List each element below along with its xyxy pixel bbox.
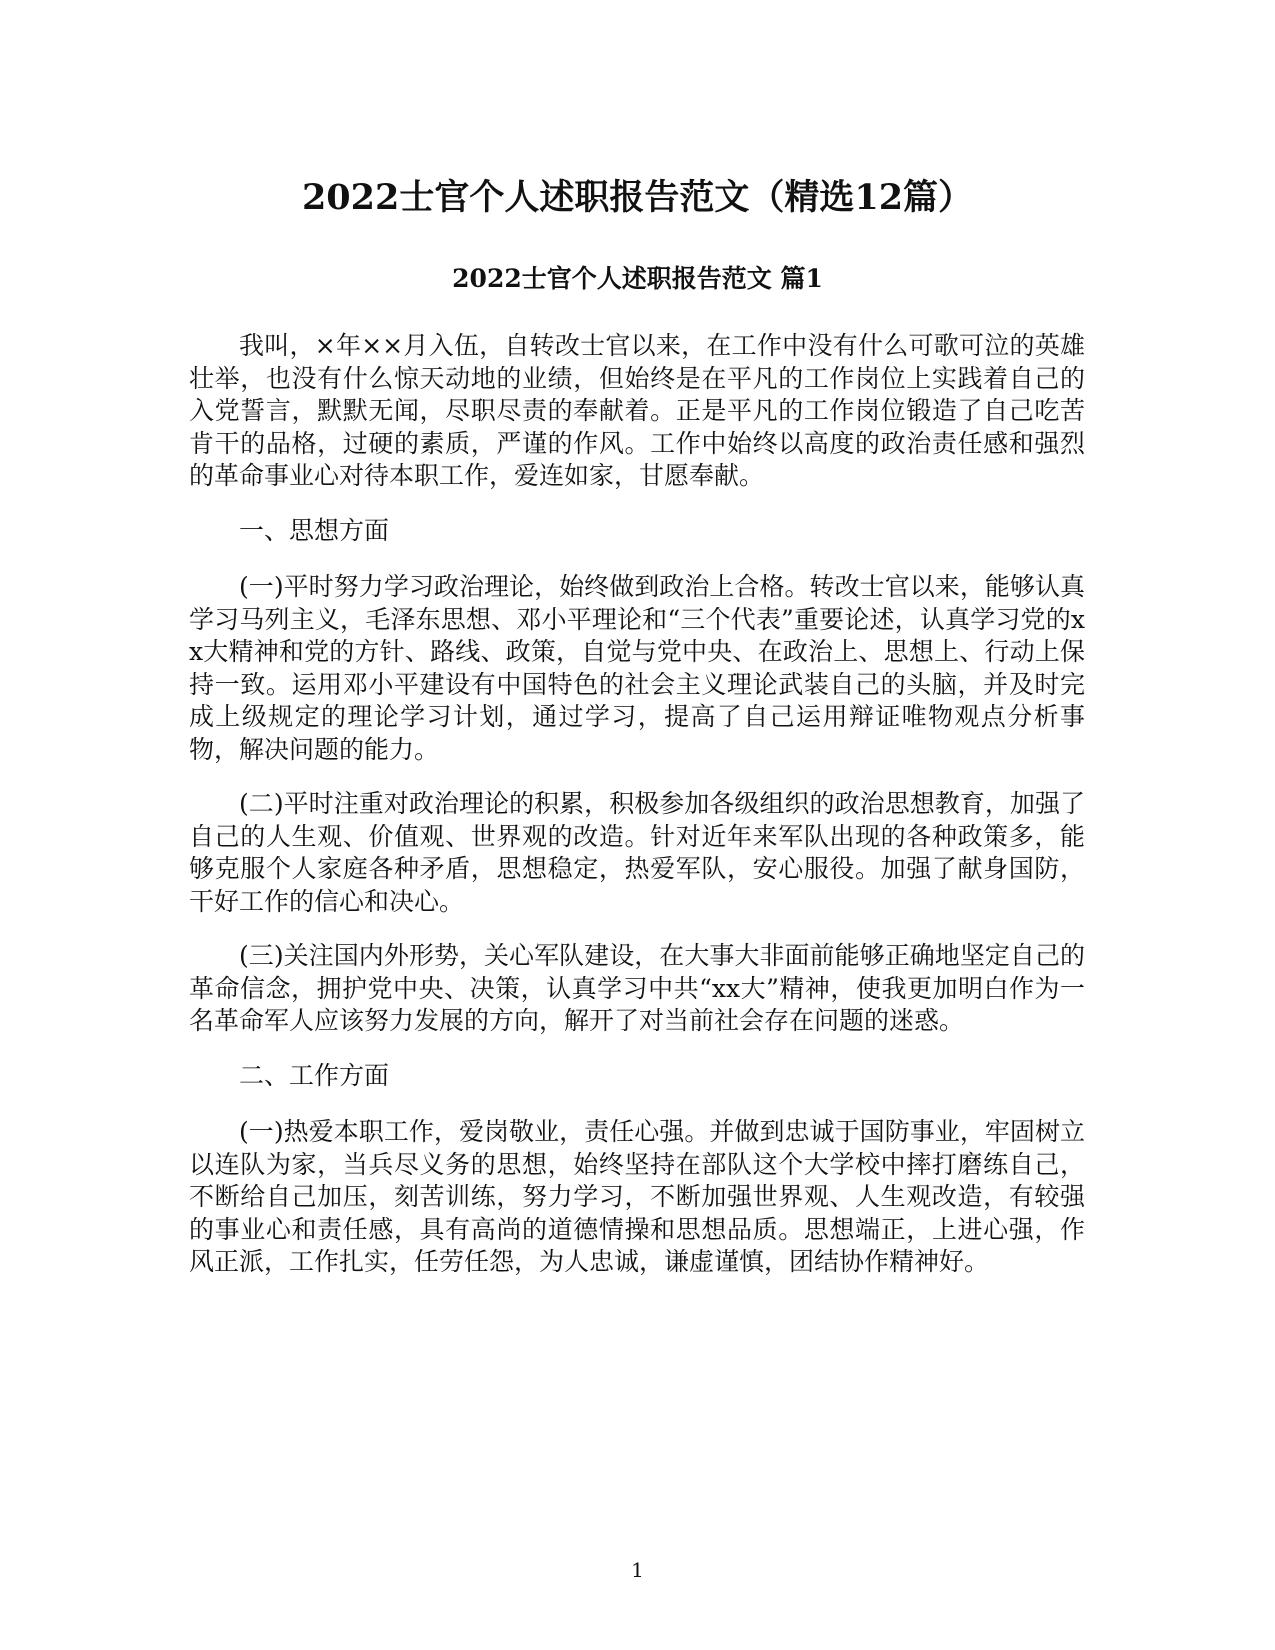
heading-thought: 一、思想方面 <box>239 515 390 545</box>
page-number: 1 <box>631 1558 644 1582</box>
paragraph-thought-1: (一)平时努力学习政治理论，始终做到政治上合格。转改士官以来，能够认真学习马列主义，毛泽东思想、邓小平理论和“三个代表”重要论述，认真学习党的xx大精神和党的方针、路线、政策，自觉与党中央、在政治上、思想上、行动上保持一致。运用邓小平建设有中国特色的社会主义理论武装自己的头脑，并及时完成上级规定的理论学习计划，通过学习，提高了自己运用辩证唯物观点分析事物，解决问题的能力。 <box>189 572 1085 764</box>
paragraph-work-1: (一)热爱本职工作，爱岗敬业，责任心强。并做到忠诚于国防事业，牢固树立以连队为家，当兵尽义务的思想，始终坚持在部队这个大学校中摔打磨练自己，不断给自己加压，刻苦训练，努力学习，不断加强世界观、人生观改造，有较强的事业心和责任感，具有高尚的道德情操和思想品质。思想端正，上进心强，作风正派，工作扎实，任劳任怨，为人忠诚，谦虚谨慎，团结协作精神好。 <box>189 1117 1085 1276</box>
paragraph-intro: 我叫，×年××月入伍，自转改士官以来，在工作中没有什么可歌可泣的英雄壮举，也没有什么惊天动地的业绩，但始终是在平凡的工作岗位上实践着自己的入党誓言，默默无闻，尽职尽责的奉献着。正是平凡的工作岗位锻造了自己吃苦肯干的品格，过硬的素质，严谨的作风。工作中始终以高度的政治责任感和强烈的革命事业心对待本职工作，爱连如家，甘愿奉献。 <box>189 331 1085 490</box>
paragraph-thought-2: (二)平时注重对政治理论的积累，积极参加各级组织的政治思想教育，加强了自己的人生观、价值观、世界观的改造。针对近年来军队出现的各种政策多，能够克服个人家庭各种矛盾，思想稳定，热爱军队，安心服役。加强了献身国防，干好工作的信心和决心。 <box>189 789 1085 916</box>
document-title: 2022士官个人述职报告范文（精选12篇） <box>301 177 974 218</box>
paragraph-thought-3: (三)关注国内外形势，关心军队建设，在大事大非面前能够正确地坚定自己的革命信念，拥护党中央、决策，认真学习中共“xx大”精神，使我更加明白作为一名革命军人应该努力发展的方向，解开了对当前社会存在问题的迷惑。 <box>189 941 1085 1035</box>
section-title: 2022士官个人述职报告范文 篇1 <box>452 264 823 293</box>
document-body <box>189 330 1085 1301</box>
heading-work: 二、工作方面 <box>239 1060 390 1090</box>
